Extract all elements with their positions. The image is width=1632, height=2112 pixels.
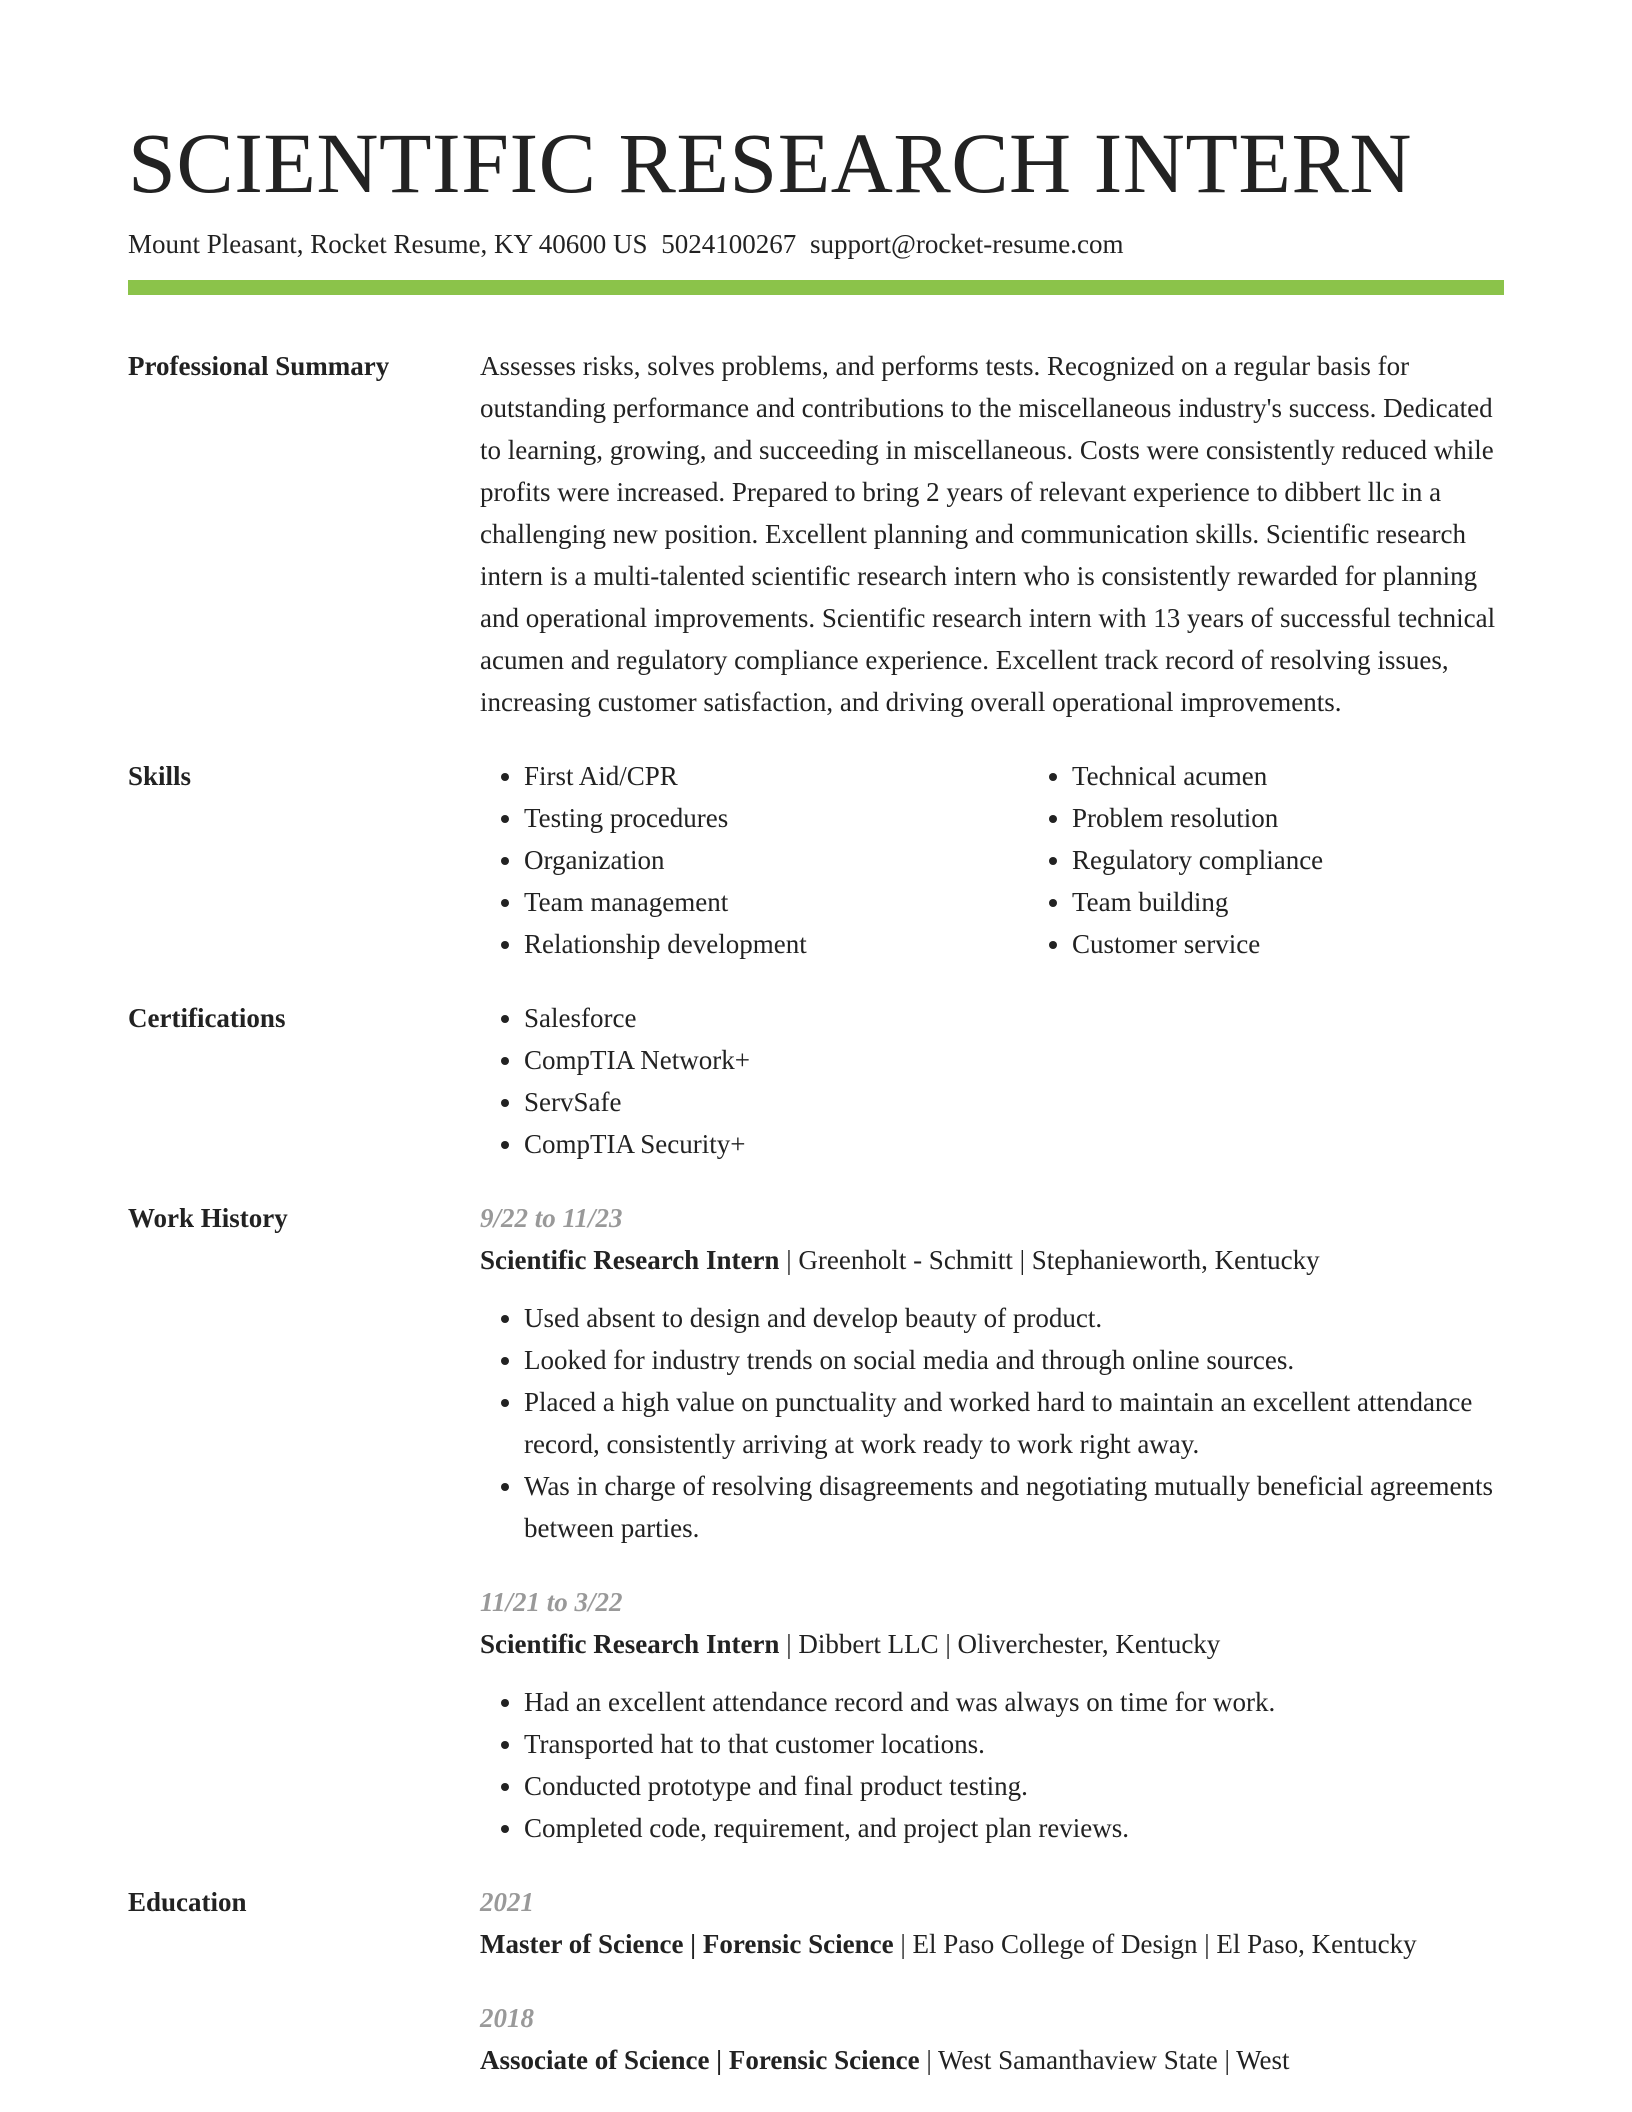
education-line xyxy=(480,1923,1504,1965)
skill-item: • Team building xyxy=(1072,881,1576,923)
job-title: Scientific Research Intern xyxy=(480,1245,780,1276)
skill-item: • Regulatory compliance xyxy=(1072,839,1576,881)
skill-item: • Technical acumen xyxy=(1072,755,1576,797)
job-details: | Greenholt - Schmitt | Stephanieworth, Kentucky xyxy=(779,1245,1320,1276)
certifications-section xyxy=(128,997,1504,1165)
skills-columns xyxy=(480,755,1576,965)
skill-item: • Customer service xyxy=(1072,923,1576,965)
job-dates: 11/21 to 3/22 xyxy=(480,1587,623,1618)
skill-item: • Relationship development xyxy=(524,923,1028,965)
contact-line xyxy=(128,228,1504,260)
skills-list-right xyxy=(1028,755,1576,965)
job-bullet: • Placed a high value on punctuality and worked hard to maintain an excellent attendance record, consistently arriving at work ready to work right away. xyxy=(524,1381,1504,1465)
work-history-section xyxy=(128,1197,1504,1849)
education-details: | West Samanthaview State | West xyxy=(919,2045,1290,2076)
certifications-body xyxy=(480,997,1504,1165)
job-entry xyxy=(480,1197,1504,1549)
header-divider xyxy=(128,280,1504,295)
resume-page xyxy=(128,115,1504,2081)
education-degree: Associate of Science | Forensic Science xyxy=(480,2045,920,2076)
job-entry xyxy=(480,1581,1504,1849)
certification-item: • CompTIA Security+ xyxy=(524,1123,1504,1165)
job-bullet: • Had an excellent attendance record and was always on time for work. xyxy=(524,1681,1504,1723)
job-details: | Dibbert LLC | Oliverchester, Kentucky xyxy=(779,1629,1221,1660)
skill-item: • Testing procedures xyxy=(524,797,1028,839)
education-entry xyxy=(480,1997,1504,2081)
education-degree: Master of Science | Forensic Science xyxy=(480,1929,894,1960)
education-heading: Education xyxy=(128,1887,247,1918)
education-details: | El Paso College of Design | El Paso, Kentucky xyxy=(893,1929,1417,1960)
education-body xyxy=(480,1881,1504,2081)
education-section xyxy=(128,1881,1504,2081)
skill-item: • Team management xyxy=(524,881,1028,923)
job-line xyxy=(480,1623,1504,1665)
job-bullet: • Conducted prototype and final product testing. xyxy=(524,1765,1504,1807)
certifications-heading: Certifications xyxy=(128,1003,286,1034)
summary-text: Assesses risks, solves problems, and performs tests. Recognized on a regular basis for outstanding performance and contributions to the miscellaneous industry's success. Dedicated to learning, growing, and succeeding in miscellaneous. Costs were consistently reduced while profits were increased. Prepared to bring 2 years of relevant experience to dibbert llc in a challenging new position. Excellent planning and communication skills. Scientific research intern is a multi-talented scientific research intern who is consistently rewarded for planning and operational improvements. Scientific research intern with 13 years of successful technical acumen and regulatory compliance experience. Excellent track record of resolving issues, increasing customer satisfaction, and driving overall operational improvements. xyxy=(480,351,1496,718)
job-line xyxy=(480,1239,1504,1281)
skill-item: • First Aid/CPR xyxy=(524,755,1028,797)
job-bullet: • Completed code, requirement, and project plan reviews. xyxy=(524,1807,1504,1849)
skills-list-left xyxy=(480,755,1028,965)
skills-heading: Skills xyxy=(128,761,192,792)
skills-section xyxy=(128,755,1504,965)
certifications-list xyxy=(480,997,1504,1165)
contact-address: Mount Pleasant, Rocket Resume, KY 40600 US xyxy=(128,229,648,259)
education-line xyxy=(480,2039,1504,2081)
work-history-body xyxy=(480,1197,1504,1849)
education-entry xyxy=(480,1881,1504,1965)
certification-item: • ServSafe xyxy=(524,1081,1504,1123)
certification-item: • Salesforce xyxy=(524,997,1504,1039)
job-title: Scientific Research Intern xyxy=(480,1629,780,1660)
summary-heading: Professional Summary xyxy=(128,351,390,382)
job-bullet: • Transported hat to that customer locations. xyxy=(524,1723,1504,1765)
skill-item: • Problem resolution xyxy=(1072,797,1576,839)
job-bullets xyxy=(480,1297,1504,1549)
contact-phone: 5024100267 xyxy=(661,229,797,259)
certification-item: • CompTIA Network+ xyxy=(524,1039,1504,1081)
education-year: 2021 xyxy=(480,1887,534,1918)
resume-title: SCIENTIFIC RESEARCH INTERN xyxy=(128,115,1412,211)
job-bullet: • Used absent to design and develop beauty of product. xyxy=(524,1297,1504,1339)
job-bullets xyxy=(480,1681,1504,1849)
contact-email[interactable]: support@rocket-resume.com xyxy=(809,229,1124,259)
summary-section xyxy=(128,345,1504,723)
job-dates: 9/22 to 11/23 xyxy=(480,1203,623,1234)
education-year: 2018 xyxy=(480,2003,534,2034)
work-history-heading: Work History xyxy=(128,1203,288,1234)
skill-item: • Organization xyxy=(524,839,1028,881)
job-bullet: • Was in charge of resolving disagreements and negotiating mutually beneficial agreements between parties. xyxy=(524,1465,1504,1549)
job-bullet: • Looked for industry trends on social media and through online sources. xyxy=(524,1339,1504,1381)
